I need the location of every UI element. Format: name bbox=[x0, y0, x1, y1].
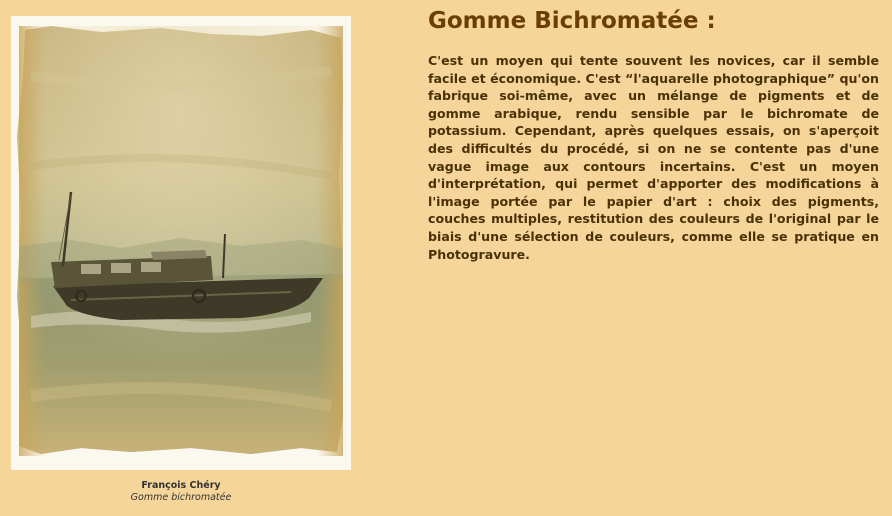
photo-frame bbox=[11, 16, 351, 470]
photo-author: François Chéry bbox=[141, 480, 221, 491]
photo-medium: Gomme bichromatée bbox=[130, 492, 232, 503]
article-body: C'est un moyen qui tente souvent les novices, car il semble facile et économique. C'est “l'aquarelle photographique” qu'on fabrique soi-même, avec un mélange de pigments et de gomme arabique, rendu sensible par le bichromate de potassium. Cependant, après quelques essais, on s'aperçoit des difficultés du procédé, si on ne se contente pas d'une vague image aux contours incertains. C'est un moyen d'interprétation, qui permet d'apporter des modifications à l'image portée par le papier d'art : choix des pigments, couches multiples, restitution des couleurs de l'original par le biais d'une sélection de couleurs, comme elle se pratique en Photogravure. bbox=[428, 53, 879, 262]
page-title: Gomme Bichromatée : bbox=[428, 8, 716, 34]
photo-caption bbox=[11, 480, 351, 504]
gum-bichromate-photo bbox=[11, 16, 351, 470]
